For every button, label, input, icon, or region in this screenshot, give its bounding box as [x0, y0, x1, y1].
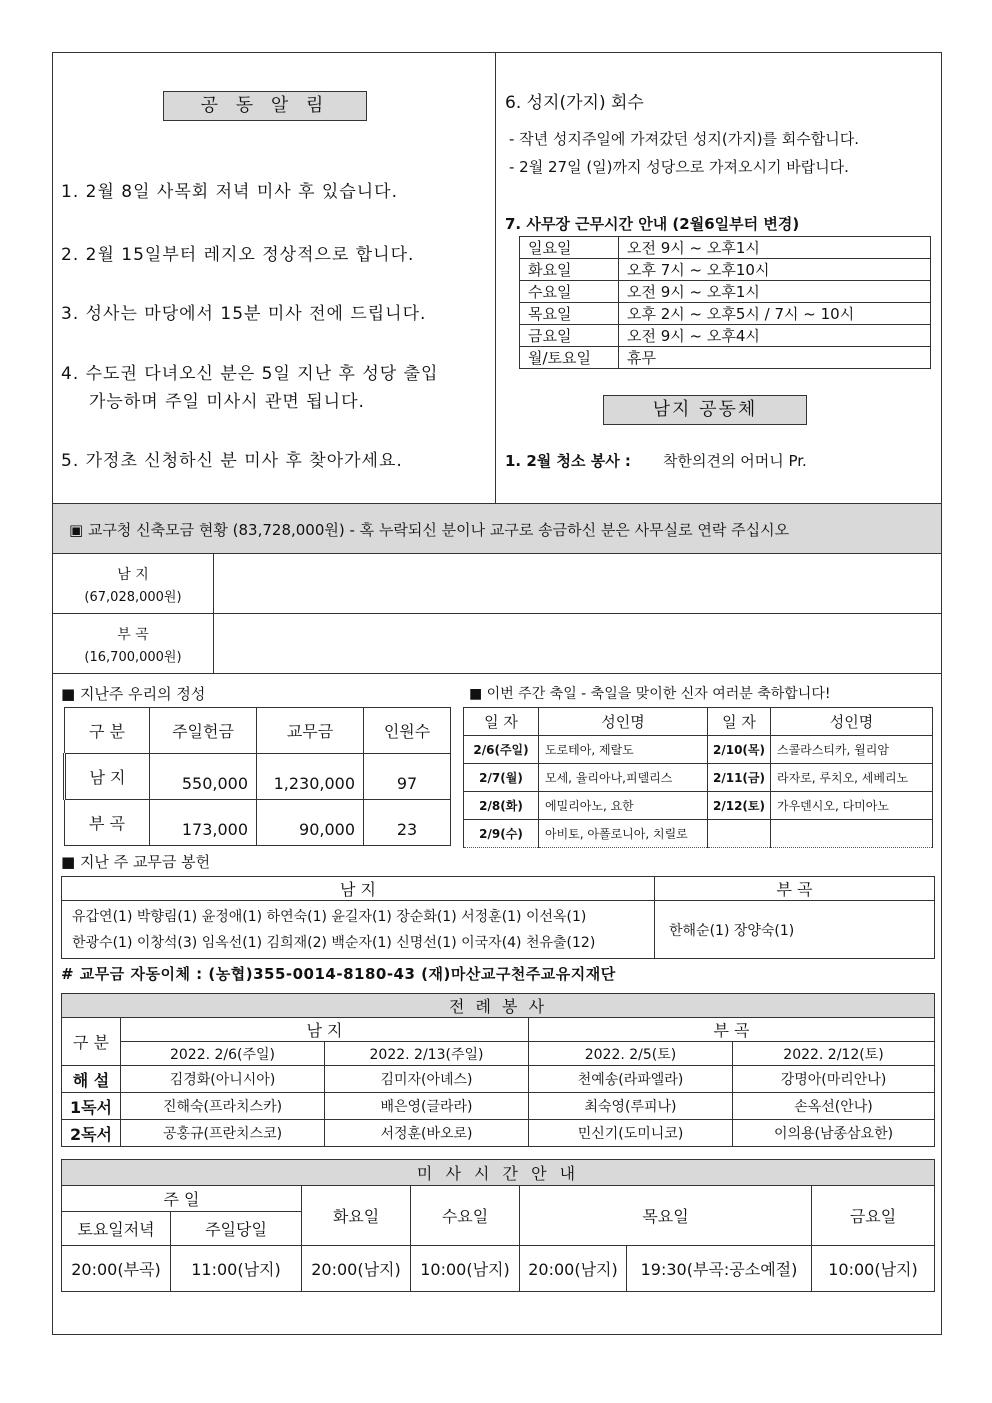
mass-table [61, 1159, 935, 1292]
mass-sunday-header: 주 일 [62, 1186, 302, 1212]
mass-time: 20:00(남지) [520, 1246, 627, 1292]
office-day: 일요일 [520, 237, 619, 259]
fund-title: ▣ 교구청 신축모금 현황 (83,728,000원) - 혹 누락되신 분이나 교구로 송금하신 분은 사무실로 연락 주십시오 [69, 521, 790, 539]
palm-line-2: - 2월 27일 (일)까지 성당으로 가져오시기 바랍니다. [509, 158, 849, 176]
palm-line-1: - 작년 성지주일에 가져갔던 성지(가지)를 회수합니다. [509, 130, 860, 148]
mass-fri-header: 금요일 [812, 1186, 935, 1246]
column-divider [495, 53, 496, 503]
mass-thu-header: 목요일 [520, 1186, 812, 1246]
mass-time: 19:30(부곡:공소예절) [627, 1246, 812, 1292]
liturgy-group-namji: 남 지 [121, 1018, 529, 1042]
feast-date: 2/10(목) [708, 736, 771, 764]
liturgy-group-bugok: 부 곡 [529, 1018, 935, 1042]
liturgy-person: 진해숙(프라치스카) [121, 1093, 325, 1120]
liturgy-role: 1독서 [62, 1093, 121, 1120]
feast-saints: 아비토, 아폴로니아, 치릴로 [539, 820, 708, 848]
notice-item-3: 3. 성사는 마당에서 15분 미사 전에 드립니다. [61, 304, 427, 324]
notices-title: 공 동 알 림 [163, 91, 367, 121]
office-day: 금요일 [520, 325, 619, 347]
fund-bugok-name: 부 곡 [117, 627, 149, 643]
office-time: 오후 2시 ~ 오후5시 / 7시 ~ 10시 [619, 303, 931, 325]
offering-header: 교무금 [257, 708, 364, 754]
offering-header: 주일헌금 [150, 708, 257, 754]
liturgy-person: 강명아(마리안나) [733, 1066, 935, 1093]
notice-item-1: 1. 2월 8일 사목회 저녁 미사 후 있습니다. [61, 182, 398, 202]
fund-divider [213, 554, 214, 614]
office-day: 월/토요일 [520, 347, 619, 369]
office-heading: 7. 사무장 근무시간 안내 (2월6일부터 변경) [505, 215, 800, 233]
liturgy-person: 이의용(남종삼요한) [733, 1120, 935, 1147]
feast-row [464, 820, 933, 848]
donors-heading: ■ 지난 주 교무금 봉헌 [61, 853, 211, 871]
offering-table [63, 707, 451, 846]
office-hours-table [519, 236, 931, 369]
offering-count: 97 [364, 754, 451, 800]
feast-saints: 모세, 율리아나,피델리스 [539, 764, 708, 792]
office-time: 오전 9시 ~ 오후1시 [619, 237, 931, 259]
donors-namji-line: 유갑연(1) 박향림(1) 윤정애(1) 하연숙(1) 윤길자(1) 장순화(1) 서정훈(1) 이선옥(1) [72, 908, 587, 925]
cleaning-value: 착한의견의 어머니 Pr. [663, 452, 807, 470]
notice-item-5: 5. 가정초 신청하신 분 미사 후 찾아가세요. [61, 451, 403, 471]
office-time: 오전 9시 ~ 오후1시 [619, 281, 931, 303]
fund-namji-amount: (67,028,000원) [84, 590, 182, 605]
offering-name: 부 곡 [65, 800, 150, 846]
mass-title: 미 사 시 간 안 내 [62, 1160, 935, 1186]
donors-namji-line: 한광수(1) 이창석(3) 임옥선(1) 김희재(2) 백순자(1) 신명선(1) 이국자(4) 천유출(12) [72, 934, 596, 951]
notice-item-4: 4. 수도권 다녀오신 분은 5일 지난 후 성당 출입 [61, 364, 439, 384]
notice-item-2: 2. 2월 15일부터 레지오 정상적으로 합니다. [61, 245, 415, 265]
mass-tue-header: 화요일 [302, 1186, 411, 1246]
donors-table [61, 876, 935, 959]
feast-saints: 스콜라스티카, 윌리암 [771, 736, 933, 764]
feast-row [464, 792, 933, 820]
offering-row [65, 754, 451, 800]
feast-row [464, 736, 933, 764]
cleaning-label: 1. 2월 청소 봉사 : [505, 452, 631, 470]
feast-saints: 가우덴시오, 다미아노 [771, 792, 933, 820]
liturgy-person: 서정훈(바오로) [325, 1120, 529, 1147]
feast-date: 2/11(금) [708, 764, 771, 792]
liturgy-person: 김경화(아니시아) [121, 1066, 325, 1093]
feast-header: 일 자 [708, 708, 771, 736]
palm-heading: 6. 성지(가지) 회수 [505, 93, 644, 113]
office-day: 수요일 [520, 281, 619, 303]
feast-saints: 라자로, 루치오, 세베리노 [771, 764, 933, 792]
fund-row-bugok [53, 614, 941, 674]
feast-date [708, 820, 771, 848]
feast-date: 2/8(화) [464, 792, 539, 820]
mass-time: 10:00(남지) [411, 1246, 520, 1292]
fund-divider [213, 614, 214, 674]
liturgy-person: 공홍규(프란치스코) [121, 1120, 325, 1147]
feast-saints: 도로테아, 제랄도 [539, 736, 708, 764]
mass-time: 10:00(남지) [812, 1246, 935, 1292]
office-row [520, 281, 931, 303]
liturgy-title: 전 례 봉 사 [62, 994, 935, 1018]
feast-header: 성인명 [539, 708, 708, 736]
namji-title: 남지 공동체 [603, 395, 807, 425]
feast-saints: 에밀리아노, 요한 [539, 792, 708, 820]
feast-heading: ■ 이번 주간 축일 - 축일을 맞이한 신자 여러분 축하합니다! [469, 686, 831, 702]
feast-row [464, 764, 933, 792]
liturgy-person: 민신기(도미니코) [529, 1120, 733, 1147]
offering-heading: ■ 지난주 우리의 정성 [61, 685, 206, 703]
liturgy-person: 배은영(글라라) [325, 1093, 529, 1120]
offering-name: 남 지 [65, 754, 150, 800]
fund-row-namji [53, 554, 941, 614]
offering-sunday: 173,000 [150, 800, 257, 846]
mass-sun-day-header: 주일당일 [171, 1212, 302, 1246]
feast-date: 2/7(월) [464, 764, 539, 792]
liturgy-person: 천예송(라파엘라) [529, 1066, 733, 1093]
liturgy-date: 2022. 2/6(주일) [121, 1042, 325, 1066]
offering-count: 23 [364, 800, 451, 846]
feast-saints [771, 820, 933, 848]
donors-bugok-cell: 한해순(1) 장양숙(1) [655, 901, 935, 959]
mass-time: 20:00(부곡) [62, 1246, 171, 1292]
mass-wed-header: 수요일 [411, 1186, 520, 1246]
liturgy-date: 2022. 2/13(주일) [325, 1042, 529, 1066]
fund-banner [53, 503, 941, 554]
office-row [520, 237, 931, 259]
liturgy-role: 2독서 [62, 1120, 121, 1147]
liturgy-row [62, 1120, 935, 1147]
mass-time: 20:00(남지) [302, 1246, 411, 1292]
feast-table [463, 707, 933, 848]
liturgy-division: 구 분 [62, 1018, 121, 1066]
fund-bugok-amount: (16,700,000원) [84, 650, 182, 665]
offering-header: 구 분 [65, 708, 150, 754]
liturgy-date: 2022. 2/12(토) [733, 1042, 935, 1066]
notice-item-4-cont: 가능하며 주일 미사시 관면 됩니다. [89, 392, 365, 412]
office-row [520, 303, 931, 325]
office-time: 오전 9시 ~ 오후4시 [619, 325, 931, 347]
feast-date: 2/9(수) [464, 820, 539, 848]
donors-col-bugok: 부 곡 [655, 877, 935, 901]
feast-date: 2/12(토) [708, 792, 771, 820]
office-day: 목요일 [520, 303, 619, 325]
office-row [520, 325, 931, 347]
page-frame [52, 52, 942, 1335]
offering-sunday: 550,000 [150, 754, 257, 800]
offering-tithe: 90,000 [257, 800, 364, 846]
autopay-info: # 교무금 자동이체 : (농협)355-0014-8180-43 (재)마산교구천주교유지재단 [61, 965, 616, 983]
liturgy-role: 해 설 [62, 1066, 121, 1093]
liturgy-person: 최숙영(루피나) [529, 1093, 733, 1120]
offering-row [65, 800, 451, 846]
office-time: 오후 7시 ~ 오후10시 [619, 259, 931, 281]
feast-header: 일 자 [464, 708, 539, 736]
liturgy-row [62, 1066, 935, 1093]
office-row [520, 259, 931, 281]
liturgy-row [62, 1093, 935, 1120]
donors-namji-cell [62, 901, 655, 959]
mass-time: 11:00(남지) [171, 1246, 302, 1292]
fund-namji-name: 남 지 [117, 567, 149, 583]
office-time: 휴무 [619, 347, 931, 369]
office-day: 화요일 [520, 259, 619, 281]
liturgy-person: 김미자(아녜스) [325, 1066, 529, 1093]
feast-date: 2/6(주일) [464, 736, 539, 764]
feast-header: 성인명 [771, 708, 933, 736]
offering-header: 인원수 [364, 708, 451, 754]
liturgy-person: 손옥선(안나) [733, 1093, 935, 1120]
office-row [520, 347, 931, 369]
mass-sat-eve-header: 토요일저녁 [62, 1212, 171, 1246]
offering-tithe: 1,230,000 [257, 754, 364, 800]
liturgy-table [61, 993, 935, 1147]
liturgy-date: 2022. 2/5(토) [529, 1042, 733, 1066]
donors-col-namji: 남 지 [62, 877, 655, 901]
